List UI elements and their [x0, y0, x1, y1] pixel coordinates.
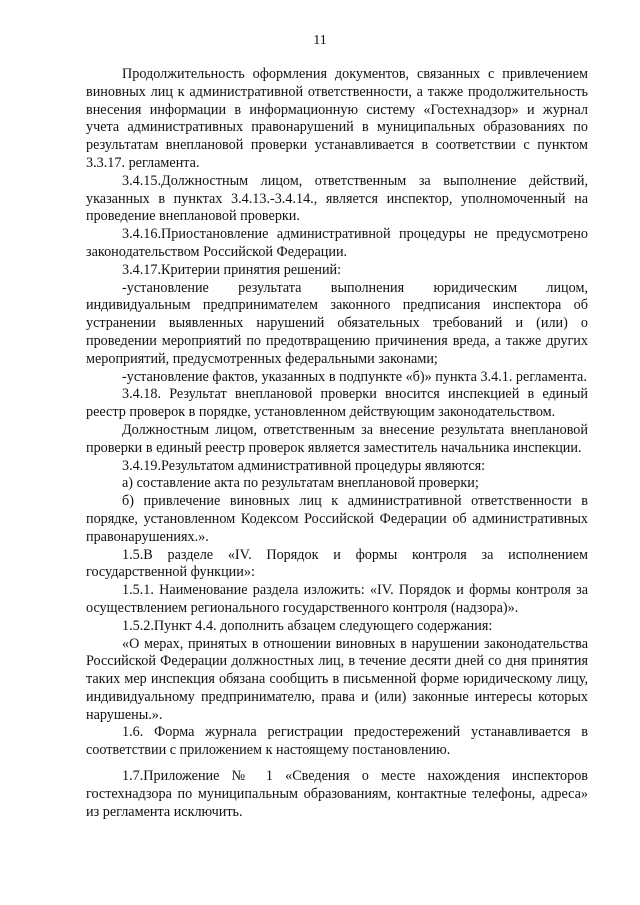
document-body [86, 66, 588, 821]
paragraph: б) привлечение виновных лиц к административной ответственности в порядке, установленном Кодексом Российской Федерации об административных правонарушениях.». [86, 493, 588, 545]
paragraph: 1.5.В разделе «IV. Порядок и формы контроля за исполнением государственной функции»: [86, 546, 588, 581]
paragraph: 3.4.15.Должностным лицом, ответственным за выполнение действий, указанных в пунктах 3.4.13.-3.4.14., является инспектор, уполномоченный на проведение внеплановой проверки. [86, 172, 588, 225]
paragraph: Продолжительность оформления документов, связанных с привлечением виновных лиц к административной ответственности, а также продолжительность внесения информации в информационную систему «Гостехнадзор» и журнал учета административных правонарушений в муниципальных образованиях по результатам внеплановой проверки устанавливается в соответствии с пунктом 3.3.17. регламента. [86, 66, 588, 171]
paragraph: 3.4.18. Результат внеплановой проверки вносится инспекцией в единый реестр проверок в порядке, установленном действующим законодательством. [86, 386, 588, 421]
paragraph: 3.4.19.Результатом административной процедуры являются: [122, 457, 486, 474]
paragraph: 1.6. Форма журнала регистрации предостережений устанавливается в соответствии с приложением к настоящему постановлению. [86, 724, 588, 759]
paragraph: 1.5.1. Наименование раздела изложить: «IV. Порядок и формы контроля за осуществлением регионального государственного контроля (надзора)». [86, 582, 588, 616]
paragraph: 1.5.2.Пункт 4.4. дополнить абзацем следующего содержания: [122, 617, 493, 634]
paragraph: 3.4.17.Критерии принятия решений: [122, 261, 342, 278]
paragraph: -установление результата выполнения юридическим лицом, индивидуальным предпринимателем законного предписания инспектора об устранении выявленных нарушений обязательных требований и (или) о проведении мероприятий по предотвращению причинения вреда, а также других мероприятий, предусмотренных федеральными законами; [86, 279, 588, 367]
paragraph: а) составление акта по результатам внеплановой проверки; [122, 475, 479, 492]
paragraph: Должностным лицом, ответственным за внесение результата внеплановой проверки в единый реестр проверок является заместитель начальника инспекции. [86, 421, 588, 456]
page-number: 11 [313, 33, 327, 48]
paragraph: 3.4.16.Приостановление административной процедуры не предусмотрено законодательством Российской Федерации. [86, 226, 588, 260]
paragraph: «О мерах, принятых в отношении виновных в нарушении законодательства Российской Федерации должностных лиц, в течение десяти дней со дня принятия таких мер инспекция обязана сообщить в письменной форме юридическому лицу, индивидуальному предпринимателю, права и (или) законные интересы которых нарушены.». [86, 635, 588, 723]
paragraph: -установление фактов, указанных в подпункте «б)» пункта 3.4.1. регламента. [122, 368, 587, 385]
paragraph: 1.7.Приложение № 1 «Сведения о месте нахождения инспекторов гостехнадзора по муниципальным образованиям, контактные телефоны, адреса» из регламента исключить. [86, 768, 588, 820]
